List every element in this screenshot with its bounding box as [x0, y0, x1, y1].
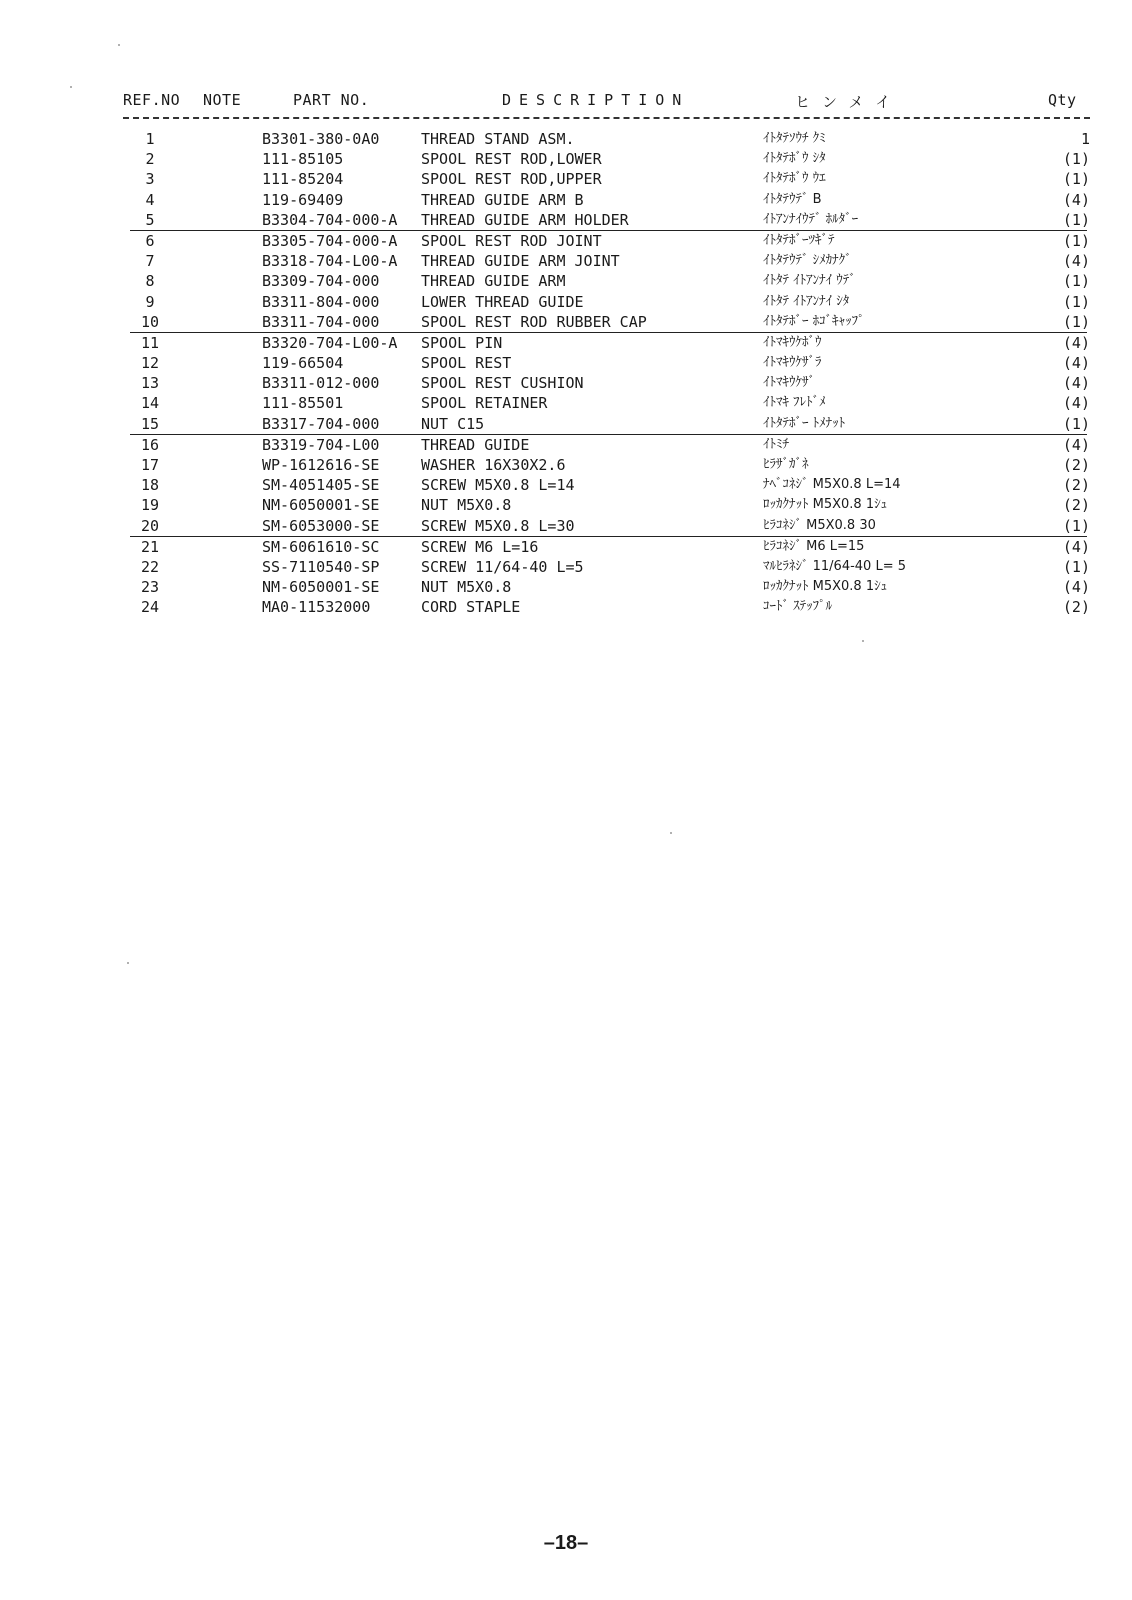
parts-table	[0, 129, 1132, 618]
description-cell: NUT M5X0.8	[421, 496, 512, 515]
description-cell: THREAD STAND ASM.	[421, 130, 575, 148]
hinmei-cell: ﾋﾗｻﾞｶﾞﾈ	[763, 457, 809, 472]
hinmei-cell: ﾋﾗｺﾈｼﾞ M6 L=15	[763, 538, 865, 554]
description-cell: NUT M5X0.8	[421, 578, 512, 597]
description-cell: CORD STAPLE	[421, 598, 521, 617]
ref-cell: 15	[140, 414, 160, 433]
ref-cell: 7	[145, 252, 155, 271]
ref-cell: 18	[140, 476, 160, 495]
qty-cell: (4)	[1062, 537, 1090, 556]
table-row	[0, 373, 1132, 393]
table-row	[0, 149, 1132, 169]
hinmei-cell: ｲﾄﾀﾃｳﾃﾞ ｼﾒｶﾅｸﾞ	[763, 253, 852, 269]
ref-cell: 21	[140, 537, 160, 556]
table-row	[0, 435, 1132, 455]
hinmei-cell: ｲﾄﾏｷ ﾌﾚﾄﾞﾒ	[763, 395, 826, 411]
ref-cell: 9	[145, 292, 155, 311]
hinmei-cell: ｲﾄﾀﾃ ｲﾄｱﾝﾅｲ ｼﾀ	[763, 293, 850, 309]
description-cell: SCREW M5X0.8 L=30	[421, 516, 575, 535]
qty-cell: (1)	[1062, 272, 1090, 291]
hinmei-cell: ﾅﾍﾞｺﾈｼﾞ M5X0.8 L=14	[763, 477, 901, 493]
table-row	[0, 557, 1132, 577]
description-cell: WASHER 16X30X2.6	[421, 456, 566, 474]
qty-cell: (1)	[1062, 150, 1090, 169]
table-row	[0, 495, 1132, 515]
table-row	[0, 597, 1132, 617]
part-no-cell: SM-6061610-SC	[262, 537, 380, 556]
ref-cell: 11	[140, 333, 160, 352]
description-cell: SCREW M5X0.8 L=14	[421, 476, 575, 495]
part-no-cell: B3304-704-000-A	[262, 210, 398, 229]
table-row	[0, 169, 1132, 189]
hinmei-cell: ｲﾄﾀﾃﾎﾞｰ ﾄﾒﾅｯﾄ	[763, 415, 846, 431]
qty-cell: (4)	[1062, 435, 1090, 454]
header-hinmei: ヒンメイ	[795, 93, 903, 111]
ref-cell: 22	[140, 557, 160, 576]
description-cell: SPOOL REST ROD,UPPER	[421, 170, 602, 189]
description-cell: THREAD GUIDE ARM HOLDER	[421, 210, 629, 229]
table-row	[0, 129, 1132, 149]
part-no-cell: B3311-804-000	[262, 292, 380, 311]
qty-cell: (4)	[1062, 252, 1090, 271]
description-cell: SPOOL REST CUSHION	[421, 374, 584, 393]
scan-speck	[118, 44, 120, 46]
part-no-cell: B3305-704-000-A	[262, 231, 398, 250]
qty-cell: (1)	[1062, 210, 1090, 229]
qty-cell: (2)	[1062, 496, 1090, 515]
scan-speck	[70, 86, 72, 88]
qty-cell: (4)	[1062, 190, 1090, 209]
hinmei-cell: ｲﾄﾀﾃﾎﾞｰﾂｷﾞﾃ	[763, 232, 835, 248]
hinmei-cell: ﾏﾙﾋﾗﾈｼﾞ 11/64-40 L= 5	[763, 558, 906, 574]
qty-cell: (1)	[1062, 414, 1090, 433]
part-no-cell: B3318-704-L00-A	[262, 252, 398, 271]
hinmei-cell: ﾛｯｶｸﾅｯﾄ M5X0.8 1ｼｭ	[763, 497, 888, 513]
table-row	[0, 190, 1132, 210]
table-row	[0, 271, 1132, 291]
hinmei-cell: ｺｰﾄﾞ ｽﾃｯﾌﾟﾙ	[763, 599, 833, 615]
description-cell: SPOOL RETAINER	[421, 394, 548, 413]
part-no-cell: B3309-704-000	[262, 272, 380, 291]
description-cell: SCREW 11/64-40 L=5	[421, 557, 584, 576]
ref-cell: 16	[140, 435, 160, 454]
qty-cell: (4)	[1062, 333, 1090, 352]
qty-cell: (1)	[1062, 516, 1090, 535]
hinmei-cell: ｲﾄﾀﾃﾎﾞｰ ﾎｺﾞｷｬｯﾌﾟ	[763, 313, 865, 329]
ref-cell: 17	[140, 456, 160, 474]
part-no-cell: B3311-704-000	[262, 312, 380, 331]
description-cell: SPOOL REST ROD RUBBER CAP	[421, 312, 647, 331]
description-cell: THREAD GUIDE ARM JOINT	[421, 252, 620, 271]
part-no-cell: MA0-11532000	[262, 598, 371, 617]
part-no-cell: 111-85204	[262, 170, 344, 189]
header-note: NOTE	[203, 91, 242, 109]
ref-cell: 20	[140, 516, 160, 535]
ref-cell: 10	[140, 312, 160, 331]
part-no-cell: 119-66504	[262, 354, 344, 373]
part-no-cell: 111-85501	[262, 394, 344, 413]
part-no-cell: B3311-012-000	[262, 374, 380, 393]
ref-cell: 24	[140, 598, 160, 617]
table-row	[130, 312, 1090, 333]
part-no-cell: NM-6050001-SE	[262, 578, 380, 597]
table-row	[0, 455, 1132, 475]
qty-cell: (4)	[1062, 394, 1090, 413]
header-description: DESCRIPTION	[502, 91, 690, 109]
description-cell: THREAD GUIDE ARM	[421, 272, 566, 291]
scan-speck	[862, 640, 864, 642]
ref-cell: 23	[140, 578, 160, 597]
description-cell: SPOOL REST	[421, 354, 512, 373]
header-qty: Qty	[1048, 91, 1077, 109]
ref-cell: 3	[145, 170, 155, 189]
part-no-cell: SM-4051405-SE	[262, 476, 380, 495]
table-row	[0, 333, 1132, 353]
table-row	[0, 393, 1132, 413]
part-no-cell: SS-7110540-SP	[262, 557, 380, 576]
qty-cell: (4)	[1062, 354, 1090, 373]
part-no-cell: B3320-704-L00-A	[262, 333, 398, 352]
scan-speck	[127, 962, 129, 964]
hinmei-cell: ｲﾄﾀﾃﾎﾞｳ ｼﾀ	[763, 151, 826, 167]
ref-cell: 13	[140, 374, 160, 393]
table-row	[0, 292, 1132, 312]
ref-cell: 12	[140, 354, 160, 373]
ref-cell: 6	[145, 231, 155, 250]
description-cell: THREAD GUIDE	[421, 435, 530, 454]
part-no-cell: B3301-380-0A0	[262, 130, 380, 148]
table-row	[0, 475, 1132, 495]
qty-cell: (1)	[1062, 231, 1090, 250]
qty-cell: 1	[1080, 130, 1090, 148]
page-number: –18–	[543, 1532, 589, 1554]
part-no-cell: B3317-704-000	[262, 414, 380, 433]
description-cell: SCREW M6 L=16	[421, 537, 539, 556]
table-row	[130, 414, 1090, 435]
hinmei-cell: ﾋﾗｺﾈｼﾞ M5X0.8 30	[763, 517, 876, 533]
hinmei-cell: ｲﾄﾏｷｳｹｻﾞﾗ	[763, 355, 822, 371]
hinmei-cell: ｲﾄﾀﾃｳﾃﾞ B	[763, 191, 822, 207]
ref-cell: 4	[145, 190, 155, 209]
hinmei-cell: ｲﾄﾏｷｳｹｻﾞ	[763, 375, 815, 391]
header-ref-no: REF.NO	[123, 91, 181, 109]
header-dashed-rule	[123, 117, 1090, 119]
part-no-cell: B3319-704-L00	[262, 435, 380, 454]
part-no-cell: 119-69409	[262, 190, 344, 209]
qty-cell: (4)	[1062, 374, 1090, 393]
hinmei-cell: ｲﾄﾀﾃｿｳﾁ ｸﾐ	[763, 131, 826, 146]
table-row	[130, 210, 1090, 231]
table-row	[0, 577, 1132, 597]
qty-cell: (2)	[1062, 456, 1090, 474]
table-row	[130, 516, 1090, 537]
ref-cell: 19	[140, 496, 160, 515]
hinmei-cell: ｲﾄﾏｷｳｹﾎﾞｳ	[763, 334, 822, 350]
description-cell: NUT C15	[421, 414, 485, 433]
hinmei-cell: ｲﾄﾀﾃﾎﾞｳ ｳｴ	[763, 171, 826, 187]
table-row	[0, 231, 1132, 251]
part-no-cell: 111-85105	[262, 150, 344, 169]
part-no-cell: SM-6053000-SE	[262, 516, 380, 535]
table-row	[0, 353, 1132, 373]
description-cell: SPOOL REST ROD,LOWER	[421, 150, 602, 169]
hinmei-cell: ｲﾄｱﾝﾅｲｳﾃﾞ ﾎﾙﾀﾞｰ	[763, 211, 859, 227]
qty-cell: (2)	[1062, 476, 1090, 495]
qty-cell: (2)	[1062, 598, 1090, 617]
qty-cell: (1)	[1062, 557, 1090, 576]
description-cell: THREAD GUIDE ARM B	[421, 190, 584, 209]
scan-speck	[670, 832, 672, 834]
hinmei-cell: ｲﾄﾐﾁ	[763, 436, 789, 452]
qty-cell: (1)	[1062, 312, 1090, 331]
header-part-no: PART NO.	[293, 91, 370, 109]
table-row	[0, 537, 1132, 557]
description-cell: SPOOL REST ROD JOINT	[421, 231, 602, 250]
description-cell: LOWER THREAD GUIDE	[421, 292, 584, 311]
ref-cell: 2	[145, 150, 155, 169]
description-cell: SPOOL PIN	[421, 333, 503, 352]
table-row	[0, 251, 1132, 271]
ref-cell: 5	[145, 210, 155, 229]
hinmei-cell: ｲﾄﾀﾃ ｲﾄｱﾝﾅｲ ｳﾃﾞ	[763, 273, 856, 289]
ref-cell: 14	[140, 394, 160, 413]
hinmei-cell: ﾛｯｶｸﾅｯﾄ M5X0.8 1ｼｭ	[763, 579, 888, 595]
qty-cell: (4)	[1062, 578, 1090, 597]
qty-cell: (1)	[1062, 170, 1090, 189]
ref-cell: 1	[145, 130, 155, 148]
part-no-cell: NM-6050001-SE	[262, 496, 380, 515]
qty-cell: (1)	[1062, 292, 1090, 311]
part-no-cell: WP-1612616-SE	[262, 456, 380, 474]
ref-cell: 8	[145, 272, 155, 291]
